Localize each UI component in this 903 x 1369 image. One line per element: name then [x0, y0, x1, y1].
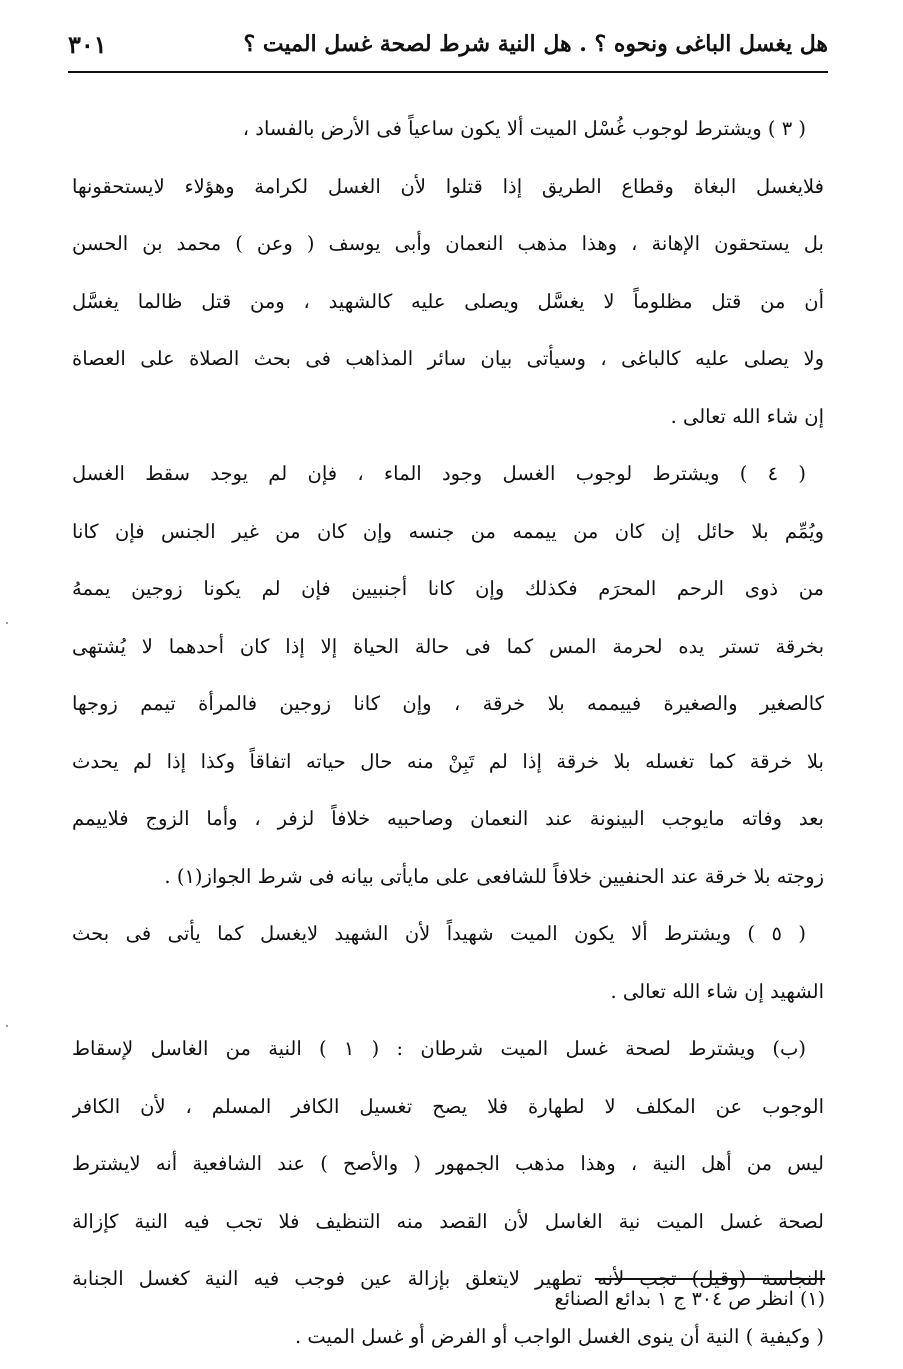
footnote: (١) انظر ص ٣٠٤ ج ١ بدائع الصنائع	[554, 1288, 825, 1310]
text-line: أن من قتل مظلوماً لا يغسَّل ويصلى عليه كالشهيد ، ومن قتل ظالما يغسَّل	[72, 289, 824, 313]
text-line: من ذوى الرحم المحرَم فكذلك وإن كانا أجنبيين فإن لم يكونا زوجين يممهُ	[72, 577, 824, 600]
text-line: (ب) ويشترط لصحة غسل الميت شرطان : ( ١ ) النية من الغاسل لإسقاط	[72, 1037, 806, 1060]
text-line: فلايغسل البغاة وقطاع الطريق إذا قتلوا لأن الغسل لكرامة وهؤلاء لايستحقونها	[72, 174, 824, 198]
text-line: ويُمِّم بلا حائل إن كان من ييممه من جنسه وإن كان من غير الجنس فإن كانا	[72, 519, 824, 543]
page-number: ٣٠١	[68, 29, 107, 59]
footnote-divider	[595, 1278, 825, 1280]
text-line: بخرقة تستر يده لحرمة المس كما فى حالة الحياة إلا إذا كان أحدهما لا يُشتهى	[72, 634, 824, 658]
text-line: ولا يصلى عليه كالباغى ، وسيأتى بيان سائر المذاهب فى بحث الصلاة على العصاة	[72, 347, 824, 370]
header-title: هل يغسل الباغى ونحوه ؟ . هل النية شرط لصحة غسل الميت ؟	[243, 31, 828, 57]
text-line: زوجته بلا خرقة عند الحنفيين خلافاً للشافعى على مايأتى بيانه فى شرط الجواز(١) .	[164, 864, 824, 888]
text-line: ( ٣ ) ويشترط لوجوب غُسْل الميت ألا يكون ساعياً فى الأرض بالفساد ،	[242, 117, 806, 140]
text-line: ( وكيفية ) النية أن ينوى الغسل الواجب أو الفرض أو غسل الميت .	[295, 1324, 824, 1348]
text-line: إن شاء الله تعالى .	[670, 404, 824, 428]
text-line: ليس من أهل النية ، وهذا مذهب الجمهور ( والأصح ) عند الشافعية أنه لايشترط	[72, 1152, 824, 1175]
text-line: الشهيد إن شاء الله تعالى .	[610, 979, 824, 1003]
text-line: بل يستحقون الإهانة ، وهذا مذهب النعمان وأبى يوسف ( وعن ) محمد بن الحسن	[72, 232, 824, 255]
body-text	[72, 100, 824, 1365]
margin-speck	[6, 622, 8, 624]
text-line: ( ٥ ) ويشترط ألا يكون الميت شهيداً لأن الشهيد لايغسل كما يأتى فى بحث	[72, 922, 806, 945]
margin-speck	[6, 1025, 8, 1027]
text-line: كالصغير والصغيرة فييممه بلا خرقة ، وإن كانا زوجين فالمرأة تيمم زوجها	[72, 692, 824, 715]
text-line: الوجوب عن المكلف لا لطهارة فلا يصح تغسيل الكافر المسلم ، لأن الكافر	[72, 1094, 824, 1118]
text-line: بعد وفاته مايوجب البينونة عند النعمان وصاحبيه خلافاً لزفر ، وأما الزوج فلاييمم	[72, 807, 824, 830]
running-header	[68, 22, 828, 66]
text-line: بلا خرقة كما تغسله بلا خرقة إذا لم تَبِنْ منه حال حياته اتفاقاً وكذا إذا لم يحدث	[72, 749, 824, 773]
text-line: ( ٤ ) ويشترط لوجوب الغسل وجود الماء ، فإن لم يوجد سقط الغسل	[72, 462, 806, 485]
header-divider	[68, 71, 828, 73]
text-line: لصحة غسل الميت نية الغاسل لأن القصد منه التنظيف فلا تجب فيه النية كإزالة	[72, 1209, 824, 1233]
text-line: النجاسة (وقيل) تجب لأنه تطهير لايتعلق بإزالة عين فوجب فيه النية كغسل الجنابة	[72, 1267, 824, 1290]
